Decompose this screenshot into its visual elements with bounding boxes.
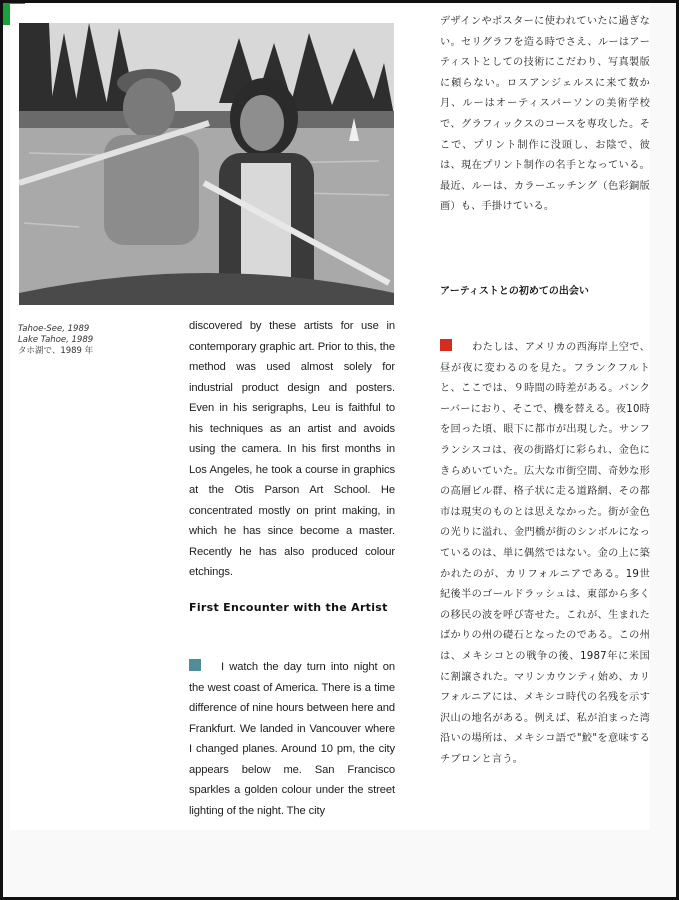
photo-caption bbox=[18, 324, 118, 357]
english-paragraph-1 bbox=[189, 316, 395, 583]
japanese-paragraph-2-text: わたしは、アメリカの西海岸上空で、昼が夜に変わるのを見た。フランクフルトと、ここでは、９時間の時差がある。バンクーバーにおり、そこで、機を替える。夜10時を回った頃、眼下に都市が出現した。サンフランシスコは、夜の街路灯に彩られ、金色にきらめいていた。広大な市街空間、奇妙な形の高層ビル群、格子状に走る道路網、その都市は現実のものとは思えなかった。街が金色の光りに溢れ、金門橋が街のシンボルになっているのは、単に偶然ではない。金の上に築かれたのが、カリフォルニアである。19世紀後半のゴールドラッシュは、東部から多くの移民の波を呼び寄せた。これが、生まれたばかりの州の礎石となったのである。この州は、メキシコとの戦争の後、1987年に米国に割譲された。マリンカウンティ始め、カリフォルニアには、メキシコ時代の名残を示す沢山の地名がある。例えば、私が泊まった湾沿いの場所は、メキシコ語で"鮫"を意味するチブロンと言う。 bbox=[440, 342, 651, 765]
english-section-heading: First Encounter with the Artist bbox=[189, 601, 388, 614]
caption-line-english: Lake Tahoe, 1989 bbox=[18, 335, 94, 345]
paragraph-marker-square bbox=[189, 659, 201, 671]
japanese-paragraph-1 bbox=[440, 12, 650, 218]
caption-line-german: Tahoe-See, 1989 bbox=[18, 324, 90, 334]
english-paragraph-1-text: discovered by these artists for use in contemporary graphic art. Prior to this, the method was used almost solely for industrial product design and posters. Even in his serigraphs, Leu is faithful to his techniques as an artist and avoids using the camera. In his first months in Los Angeles, he took a course in graphics at the Otis Parson Art School. He concentrated mostly on print making, in which he has since become a master. Recently he has also produced colour etchings. bbox=[189, 320, 395, 578]
japanese-section-heading: アーティストとの初めての出会い bbox=[440, 286, 589, 297]
english-paragraph-2-text: I watch the day turn into night on the west coast of America. There is a time difference of nine hours between here and Frankfurt. We landed in Vancouver where I changed planes. Around 10 pm, the city appears below me. San Francisco sparkles a golden colour under the street lighting of the night. The city bbox=[189, 661, 395, 817]
canoe-photo bbox=[19, 23, 394, 305]
english-paragraph-2 bbox=[189, 657, 395, 821]
paragraph-marker-square bbox=[440, 339, 452, 351]
magazine-page bbox=[10, 4, 650, 830]
japanese-paragraph-1-text: デザインやポスターに使われていたに過ぎない。セリグラフを造る時でさえ、ルーはアーティストとしての技術にこだわり、写真製版に頼らない。ロスアンジェルスに来て数か月、ルーはオーティスパーソンの美術学校で、グラフィックスのコースを専攻した。そこで、プリント制作に没頭し、お陰で、彼は、現在プリント制作の名手となっている。最近、ルーは、カラーエッチング（色彩銅版画）も、手掛けている。 bbox=[440, 16, 650, 213]
canoe-photo-illustration bbox=[19, 23, 394, 305]
japanese-paragraph-2 bbox=[440, 338, 650, 770]
caption-line-japanese: タホ湖で、1989 年 bbox=[18, 346, 94, 356]
